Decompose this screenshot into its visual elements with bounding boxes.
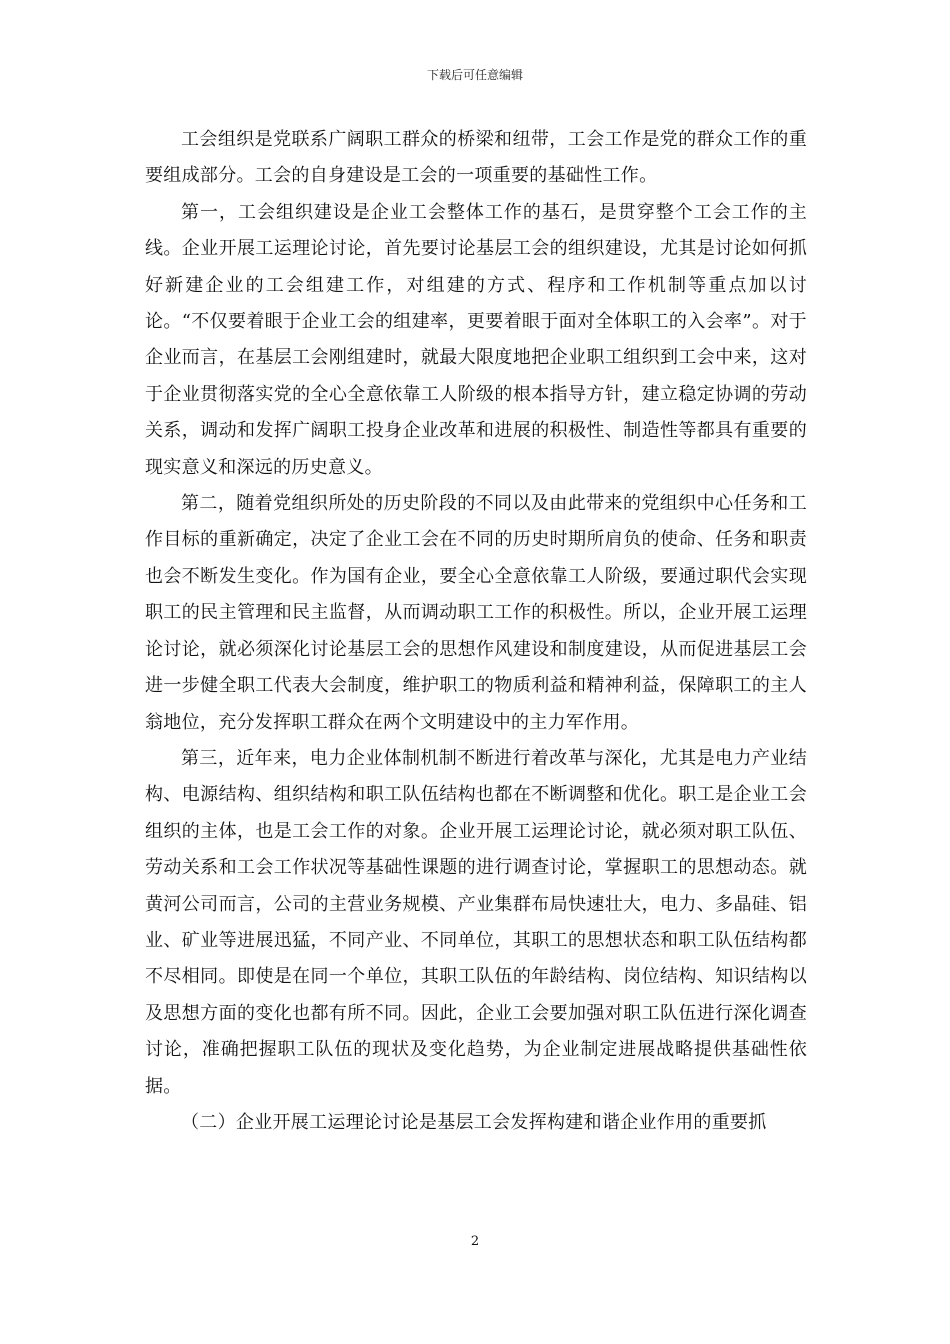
paragraph-intro: 工会组织是党联系广阔职工群众的桥梁和纽带，工会工作是党的群众工作的重要组成部分。工会的自身建设是工会的一项重要的基础性工作。 [145, 129, 807, 187]
paragraph-second: 第二，随着党组织所处的历史阶段的不同以及由此带来的党组织中心任务和工作目标的重新确定，决定了企业工会在不同的历史时期所肩负的使命、任务和职责也会不断发生变化。作为国有企业，要全心全意依靠工人阶级，要通过职代会实现职工的民主管理和民主监督，从而调动职工工作的积极性。所以，企业开展工运理论讨论，就必须深化讨论基层工会的思想作风建设和制度建设，从而促进基层工会进一步健全职工代表大会制度，维护职工的物质利益和精神利益，保障职工的主人翁地位，充分发挥职工群众在两个文明建设中的主力军作用。 [145, 493, 807, 733]
paragraph-third: 第三，近年来，电力企业体制机制不断进行着改革与深化，尤其是电力产业结构、电源结构、组织结构和职工队伍结构也都在不断调整和优化。职工是企业工会组织的主体，也是工会工作的对象。企业开展工运理论讨论，就必须对职工队伍、劳动关系和工会工作状况等基础性课题的进行调查讨论，掌握职工的思想动态。就黄河公司而言，公司的主营业务规模、产业集群布局快速壮大，电力、多晶硅、铝业、矿业等进展迅猛，不同产业、不同单位，其职工的思想状态和职工队伍结构都不尽相同。即使是在同一个单位，其职工队伍的年龄结构、岗位结构、知识结构以及思想方面的变化也都有所不同。因此，企业工会要加强对职工队伍进行深化调查讨论，准确把握职工队伍的现状及变化趋势，为企业制定进展战略提供基础性依据。 [145, 747, 807, 1097]
paragraph-first: 第一，工会组织建设是企业工会整体工作的基石，是贯穿整个工会工作的主线。企业开展工运理论讨论，首先要讨论基层工会的组织建设，尤其是讨论如何抓好新建企业的工会组建工作，对组建的方式、程序和工作机制等重点加以讨论。“不仅要着眼于企业工会的组建率，更要着眼于面对全体职工的入会率”。对于企业而言，在基层工会刚组建时，就最大限度地把企业职工组织到工会中来，这对于企业贯彻落实党的全心全意依靠工人阶级的根本指导方针，建立稳定协调的劳动关系，调动和发挥广阔职工投身企业改革和进展的积极性、制造性等都具有重要的现实意义和深远的历史意义。 [145, 201, 807, 478]
document-body [145, 122, 807, 1141]
page-number: 2 [470, 1234, 480, 1249]
page-header: 下载后可任意编辑 [426, 68, 523, 82]
section-heading-2: （二）企业开展工运理论讨论是基层工会发挥构建和谐企业作用的重要抓 [181, 1111, 767, 1133]
